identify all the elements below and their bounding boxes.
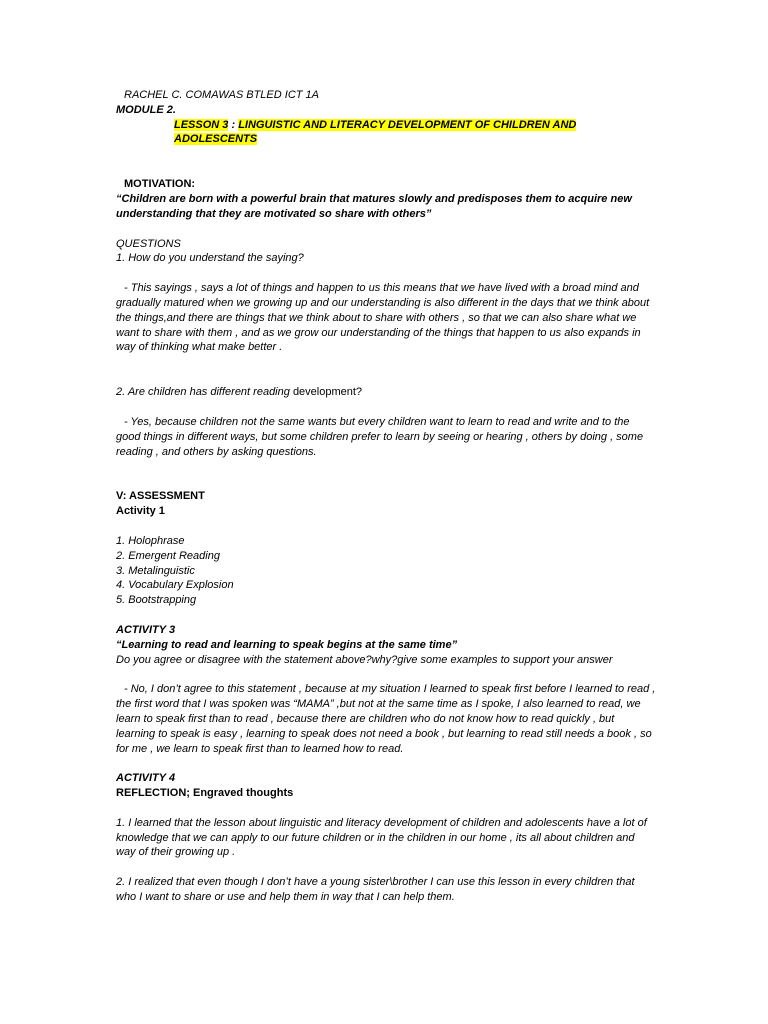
activity-3-heading: ACTIVITY 3 <box>116 623 176 636</box>
question-2 <box>116 385 656 400</box>
activity-3-prompt: Do you agree or disagree with the statement above?why?give some examples to support your answer <box>116 653 613 666</box>
assessment-heading: V: ASSESSMENT <box>116 490 205 503</box>
reflection-heading: REFLECTION; Engraved thoughts <box>116 787 294 800</box>
questions-heading: QUESTIONS <box>116 237 181 250</box>
module-line: MODULE 2. <box>116 103 176 116</box>
answer-2: - Yes, because children not the same wants but every children want to learn to read and write and to the good things in different ways, but some children prefer to learn by seeing or hearing , others by doing , some reading , and others by asking questions. <box>116 415 644 458</box>
activity-1-heading: Activity 1 <box>116 505 165 518</box>
activity-1-item: 2. Emergent Reading <box>116 549 220 562</box>
question-2-start: 2. Are children has different reading <box>116 386 290 399</box>
lesson-title: LINGUISTIC AND LITERACY DEVELOPMENT OF CHILDREN AND ADOLESCENTS <box>174 118 577 146</box>
author-line: RACHEL C. COMAWAS BTLED ICT 1A <box>124 89 319 101</box>
lesson-title-line <box>116 118 656 148</box>
question-1: 1. How do you understand the saying? <box>116 252 304 265</box>
activity-1-item: 3. Metalinguistic <box>116 564 195 577</box>
activity-4-heading: ACTIVITY 4 <box>116 772 176 785</box>
activity-1-item: 5. Bootstrapping <box>116 594 197 607</box>
answer-1: - This sayings , says a lot of things and happen to us this means that we have lived with a broad mind and gradually matured when we growing up and our understanding is also different in the days that we think about the things,and there are things that we think about to share with others , so that we can also share what we want to share with them , and as we grow our understanding of the things that happen to us also expands in way of thinking what make better . <box>116 282 650 354</box>
motivation-quote: “Children are born with a powerful brain that matures slowly and predisposes them to acquire new understanding that they are motivated so share with others” <box>116 192 632 220</box>
reflection-1: 1. I learned that the lesson about linguistic and literacy development of children and adolescents have a lot of knowledge that we can apply to our future children or in the children in our home , its all about children and way of their growing up . <box>116 816 647 859</box>
activity-1-item: 4. Vocabulary Explosion <box>116 579 234 592</box>
activity-1-item: 1. Holophrase <box>116 534 185 547</box>
reflection-2: 2. I realized that even though I don’t have a young sister\brother I can use this lesson in every children that who I want to share or use and help them in way that I can help them. <box>116 876 635 904</box>
document-page <box>116 88 656 905</box>
lesson-separator: : <box>228 118 239 131</box>
activity-3-quote: “Learning to read and learning to speak begins at the same time” <box>116 638 458 651</box>
motivation-heading: MOTIVATION: <box>124 178 196 191</box>
question-2-end: development? <box>292 386 363 399</box>
activity-3-answer: - No, I don’t agree to this statement , because at my situation I learned to speak first before I learned to read , the first word that I was spoken was “MAMA” ,but not at the same time as I spoke, I also learned to read, we learn to speak first than to read , because there are children who do not know how to read quickly , but learning to speak is easy , learning to speak does not need a book , but learning to read still needs a book , so for me , we learn to speak first than to learned how to read. <box>116 683 656 755</box>
lesson-prefix: LESSON 3 <box>174 118 229 131</box>
